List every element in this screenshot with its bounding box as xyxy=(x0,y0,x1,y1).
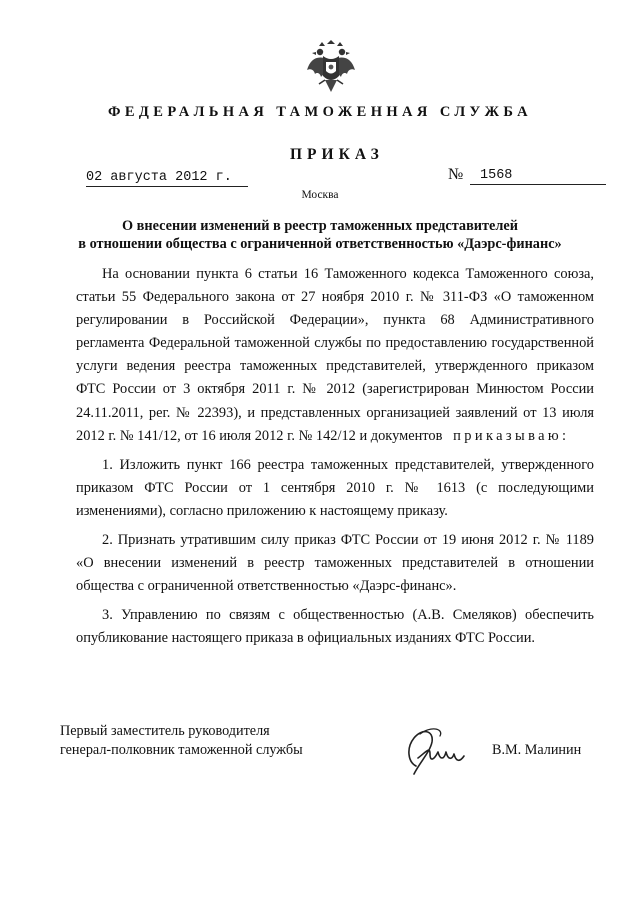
preamble-text: На основании пункта 6 статьи 16 Таможенного кодекса Таможенного союза, статьи 55 Федерального закона от 27 ноября 2010 г. № 311-ФЗ «О таможенном регулировании в Российской Федерации», пункта 68 Административного регламента Федеральной таможенной службы по предоставлению государственной услуги ведения реестра таможенных представителей, утвержденного приказом ФТС России от 3 октября 2011 г. № 2012 (зарегистрирован Минюстом России 24.11.2011, рег. № 22393), и представленных организацией заявлений от 13 июля 2012 г. № 141/12, от 16 июля 2012 г. № 142/12 и документов xyxy=(76,266,594,444)
agency-name: ФЕДЕРАЛЬНАЯ ТАМОЖЕННАЯ СЛУЖБА xyxy=(107,104,532,120)
item-1: 1. Изложить пункт 166 реестра таможенных представителей, утвержденного приказом ФТС России от 1 сентября 2010 г. № 1613 (с последующими изменениями), согласно приложению к настоящему приказу. xyxy=(76,456,594,519)
preamble-paragraph xyxy=(76,263,594,448)
city: Москва xyxy=(301,189,339,201)
coat-of-arms-icon xyxy=(306,40,356,95)
order-number: 1568 xyxy=(470,168,606,185)
signer-name: В.М. Малинин xyxy=(492,742,582,758)
command-text: приказываю: xyxy=(453,427,570,444)
order-subject xyxy=(60,217,580,253)
signer-position-line-1: Первый заместитель руководителя xyxy=(60,723,270,739)
subject-line-2: в отношении общества с ограниченной ответственностью «Даэрс-финанс» xyxy=(78,236,562,252)
item-3: 3. Управлению по связям с общественностью (А.В. Смеляков) обеспечить опубликование настоящего приказа в официальных изданиях ФТС России. xyxy=(76,607,594,647)
order-body xyxy=(76,263,594,651)
subject-line-1: О внесении изменений в реестр таможенных представителей xyxy=(121,218,518,234)
handwritten-signature-icon xyxy=(400,722,472,782)
signer-position-line-2: генерал-полковник таможенной службы xyxy=(60,742,303,758)
document-type: ПРИКАЗ xyxy=(290,146,384,163)
item-2: 2. Признать утратившим силу приказ ФТС России от 19 июня 2012 г. № 1189 «О внесении изменений в реестр таможенных представителей в отношении общества с ограниченной ответственностью «Даэрс-финанс». xyxy=(76,532,594,595)
number-sign: № xyxy=(448,166,464,183)
signer-position xyxy=(60,722,303,760)
order-date: 02 августа 2012 г. xyxy=(86,170,248,187)
